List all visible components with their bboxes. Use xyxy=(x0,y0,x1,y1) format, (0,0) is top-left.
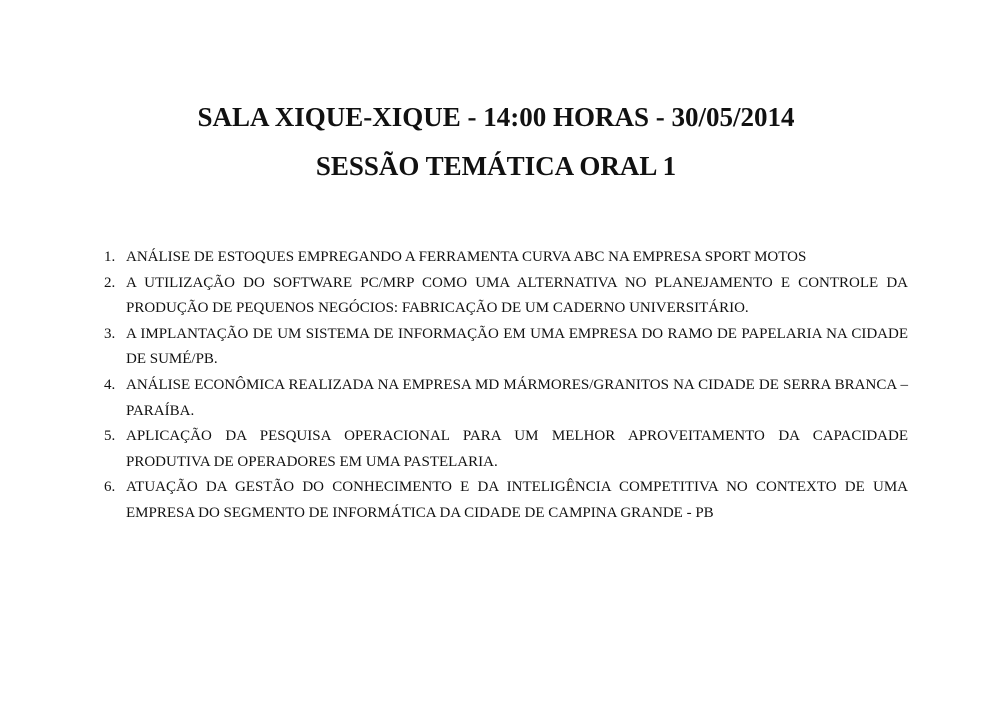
list-item xyxy=(104,271,908,322)
list-item xyxy=(104,245,908,271)
item-number: 3. xyxy=(104,325,116,342)
list-item xyxy=(104,475,908,526)
item-text: ANÁLISE ECONÔMICA REALIZADA NA EMPRESA MD MÁRMORES/GRANITOS NA CIDADE DE SERRA BRANCA – PARAÍBA. xyxy=(126,376,908,419)
page-title: SALA XIQUE-XIQUE - 14:00 HORAS - 30/05/2014 xyxy=(197,102,795,132)
list-item xyxy=(104,373,908,424)
session-subtitle: SESSÃO TEMÁTICA ORAL 1 xyxy=(315,151,677,181)
item-number: 2. xyxy=(104,274,116,291)
item-number: 4. xyxy=(104,376,116,393)
item-text: A UTILIZAÇÃO DO SOFTWARE PC/MRP COMO UMA ALTERNATIVA NO PLANEJAMENTO E CONTROLE DA PRODUÇÃO DE PEQUENOS NEGÓCIOS: FABRICAÇÃO DE UM CADERNO UNIVERSITÁRIO. xyxy=(126,274,908,317)
list-item xyxy=(104,424,908,475)
item-text: ATUAÇÃO DA GESTÃO DO CONHECIMENTO E DA INTELIGÊNCIA COMPETITIVA NO CONTEXTO DE UMA EMPRESA DO SEGMENTO DE INFORMÁTICA DA CIDADE DE CAMPINA GRANDE - PB xyxy=(126,479,908,521)
item-number: 5. xyxy=(104,428,116,445)
item-text: A IMPLANTAÇÃO DE UM SISTEMA DE INFORMAÇÃO EM UMA EMPRESA DO RAMO DE PAPELARIA NA CIDADE DE SUMÉ/PB. xyxy=(126,325,908,368)
presentation-list xyxy=(104,245,908,527)
item-number: 6. xyxy=(104,479,116,496)
item-text: ANÁLISE DE ESTOQUES EMPREGANDO A FERRAMENTA CURVA ABC NA EMPRESA SPORT MOTOS xyxy=(126,249,807,265)
item-number: 1. xyxy=(104,249,116,265)
item-text: APLICAÇÃO DA PESQUISA OPERACIONAL PARA UM MELHOR APROVEITAMENTO DA CAPACIDADE PRODUTIVA DE OPERADORES EM UMA PASTELARIA. xyxy=(126,428,908,470)
list-item xyxy=(104,322,908,373)
